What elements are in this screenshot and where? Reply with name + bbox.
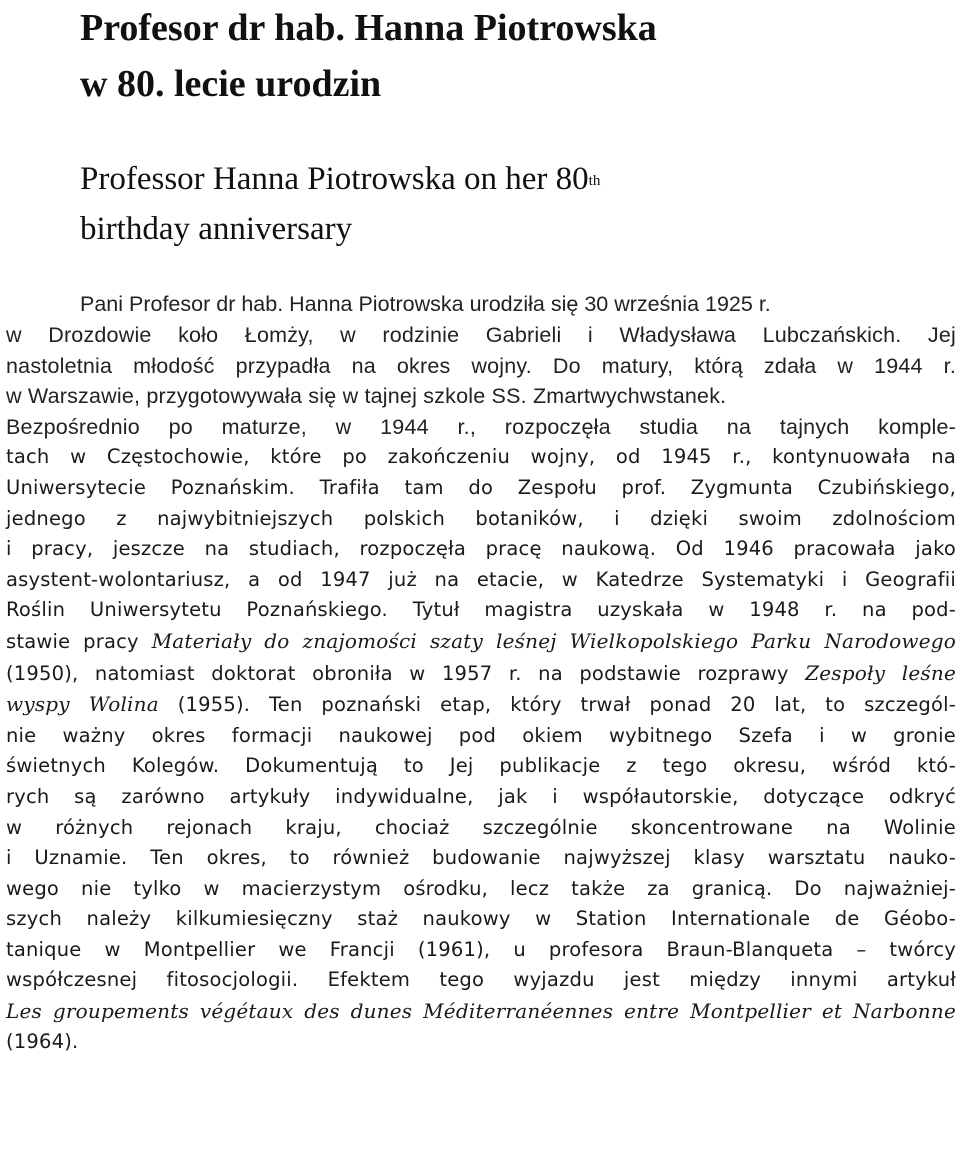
- ordinal-suffix: th: [588, 173, 601, 189]
- body-line: i Uznamie. Ten okres, to również budowanie najwyższej klasy warsztatu nauko-: [6, 846, 956, 870]
- body-line: świetnych Kolegów. Dokumentują to Jej publikacje z tego okresu, wśród któ-: [6, 754, 956, 778]
- body-line: Uniwersytecie Poznańskim. Trafiła tam do Zespołu prof. Zygmunta Czubińskiego,: [6, 475, 956, 499]
- body-text-run: (1955). Ten poznański etap, który trwał ponad 20 lat, to szczegól-: [158, 693, 956, 717]
- body-line: w Drozdowie koło Łomży, w rodzinie Gabrieli i Władysława Lubczańskich. Jej: [6, 323, 956, 347]
- page-title-line-2: w 80. lecie urodzin: [80, 63, 382, 105]
- body-line: wego nie tylko w macierzystym ośrodku, lecz także za granicą. Do najważniej-: [6, 876, 956, 900]
- title-block: [80, 0, 940, 112]
- body-line: rych są zarówno artykuły indywidualne, jak i współautorskie, dotyczące odkryć: [6, 784, 956, 808]
- body-line: w różnych rejonach kraju, chociaż szczególnie skoncentrowane na Wolinie: [6, 815, 956, 839]
- page-title-line-1: Profesor dr hab. Hanna Piotrowska: [80, 7, 657, 49]
- cited-dissertation-title-part-1: Zespoły leśne: [805, 660, 957, 685]
- body-line: tach w Częstochowie, które po zakończeniu wojny, od 1945 r., kontynuowała na: [6, 445, 956, 469]
- body-line: [6, 689, 956, 721]
- body-line: jednego z najwybitniejszych polskich botaników, i dzięki swoim zdolnościom: [6, 506, 956, 530]
- cited-thesis-title: Materiały do znajomości szaty leśnej Wielkopolskiego Parku Narodowego: [151, 628, 956, 653]
- body-line: Roślin Uniwersytetu Poznańskiego. Tytuł magistra uzyskała w 1948 r. na pod-: [6, 598, 956, 622]
- cited-dissertation-title-part-2: wyspy Wolina: [6, 692, 159, 717]
- body-line: szych należy kilkumiesięczny staż naukowy w Station Internationale de Géobo-: [6, 907, 956, 931]
- paragraph-lead-line: Pani Profesor dr hab. Hanna Piotrowska urodziła się 30 września 1925 r.: [80, 292, 771, 316]
- body-text-run: stawie pracy: [6, 629, 152, 653]
- body-line: nastoletnia młodość przypadła na okres wojny. Do matury, którą zdała w 1944 r.: [6, 353, 956, 378]
- body-line: (1964).: [6, 1029, 79, 1053]
- body-line: [6, 626, 956, 658]
- body-line: tanique w Montpellier we Francji (1961), u profesora Braun-Blanqueta – twórcy: [6, 937, 956, 961]
- english-title-line-1: [80, 154, 940, 204]
- english-title-line-2: birthday anniversary: [80, 211, 353, 247]
- english-title-text: Professor Hanna Piotrowska on her 80: [80, 161, 589, 197]
- article-body: [6, 320, 956, 1057]
- body-line: Bezpośrednio po maturze, w 1944 r., rozpoczęła studia na tajnych komple-: [6, 414, 956, 439]
- subtitle-block: [80, 154, 940, 254]
- body-line: współczesnej fitosocjologii. Efektem tego wyjazdu jest między innymi artykuł: [6, 968, 956, 992]
- body-line: i pracy, jeszcze na studiach, rozpoczęła pracę naukową. Od 1946 pracowała jako: [6, 537, 956, 561]
- body-line: [6, 658, 956, 690]
- body-line: nie ważny okres formacji naukowej pod okiem wybitnego Szefa i w gronie: [6, 723, 956, 747]
- body-line: asystent-wolontariusz, a od 1947 już na etacie, w Katedrze Systematyki i Geografii: [6, 567, 956, 591]
- body-text-run: (1950), natomiast doktorat obroniła w 1957 r. na podstawie rozprawy: [6, 661, 806, 685]
- body-line: w Warszawie, przygotowywała się w tajnej szkole SS. Zmartwychwstanek.: [6, 384, 727, 409]
- cited-article-title: Les groupements végétaux des dunes Méditerranéennes entre Montpellier et Narbonne: [6, 999, 956, 1024]
